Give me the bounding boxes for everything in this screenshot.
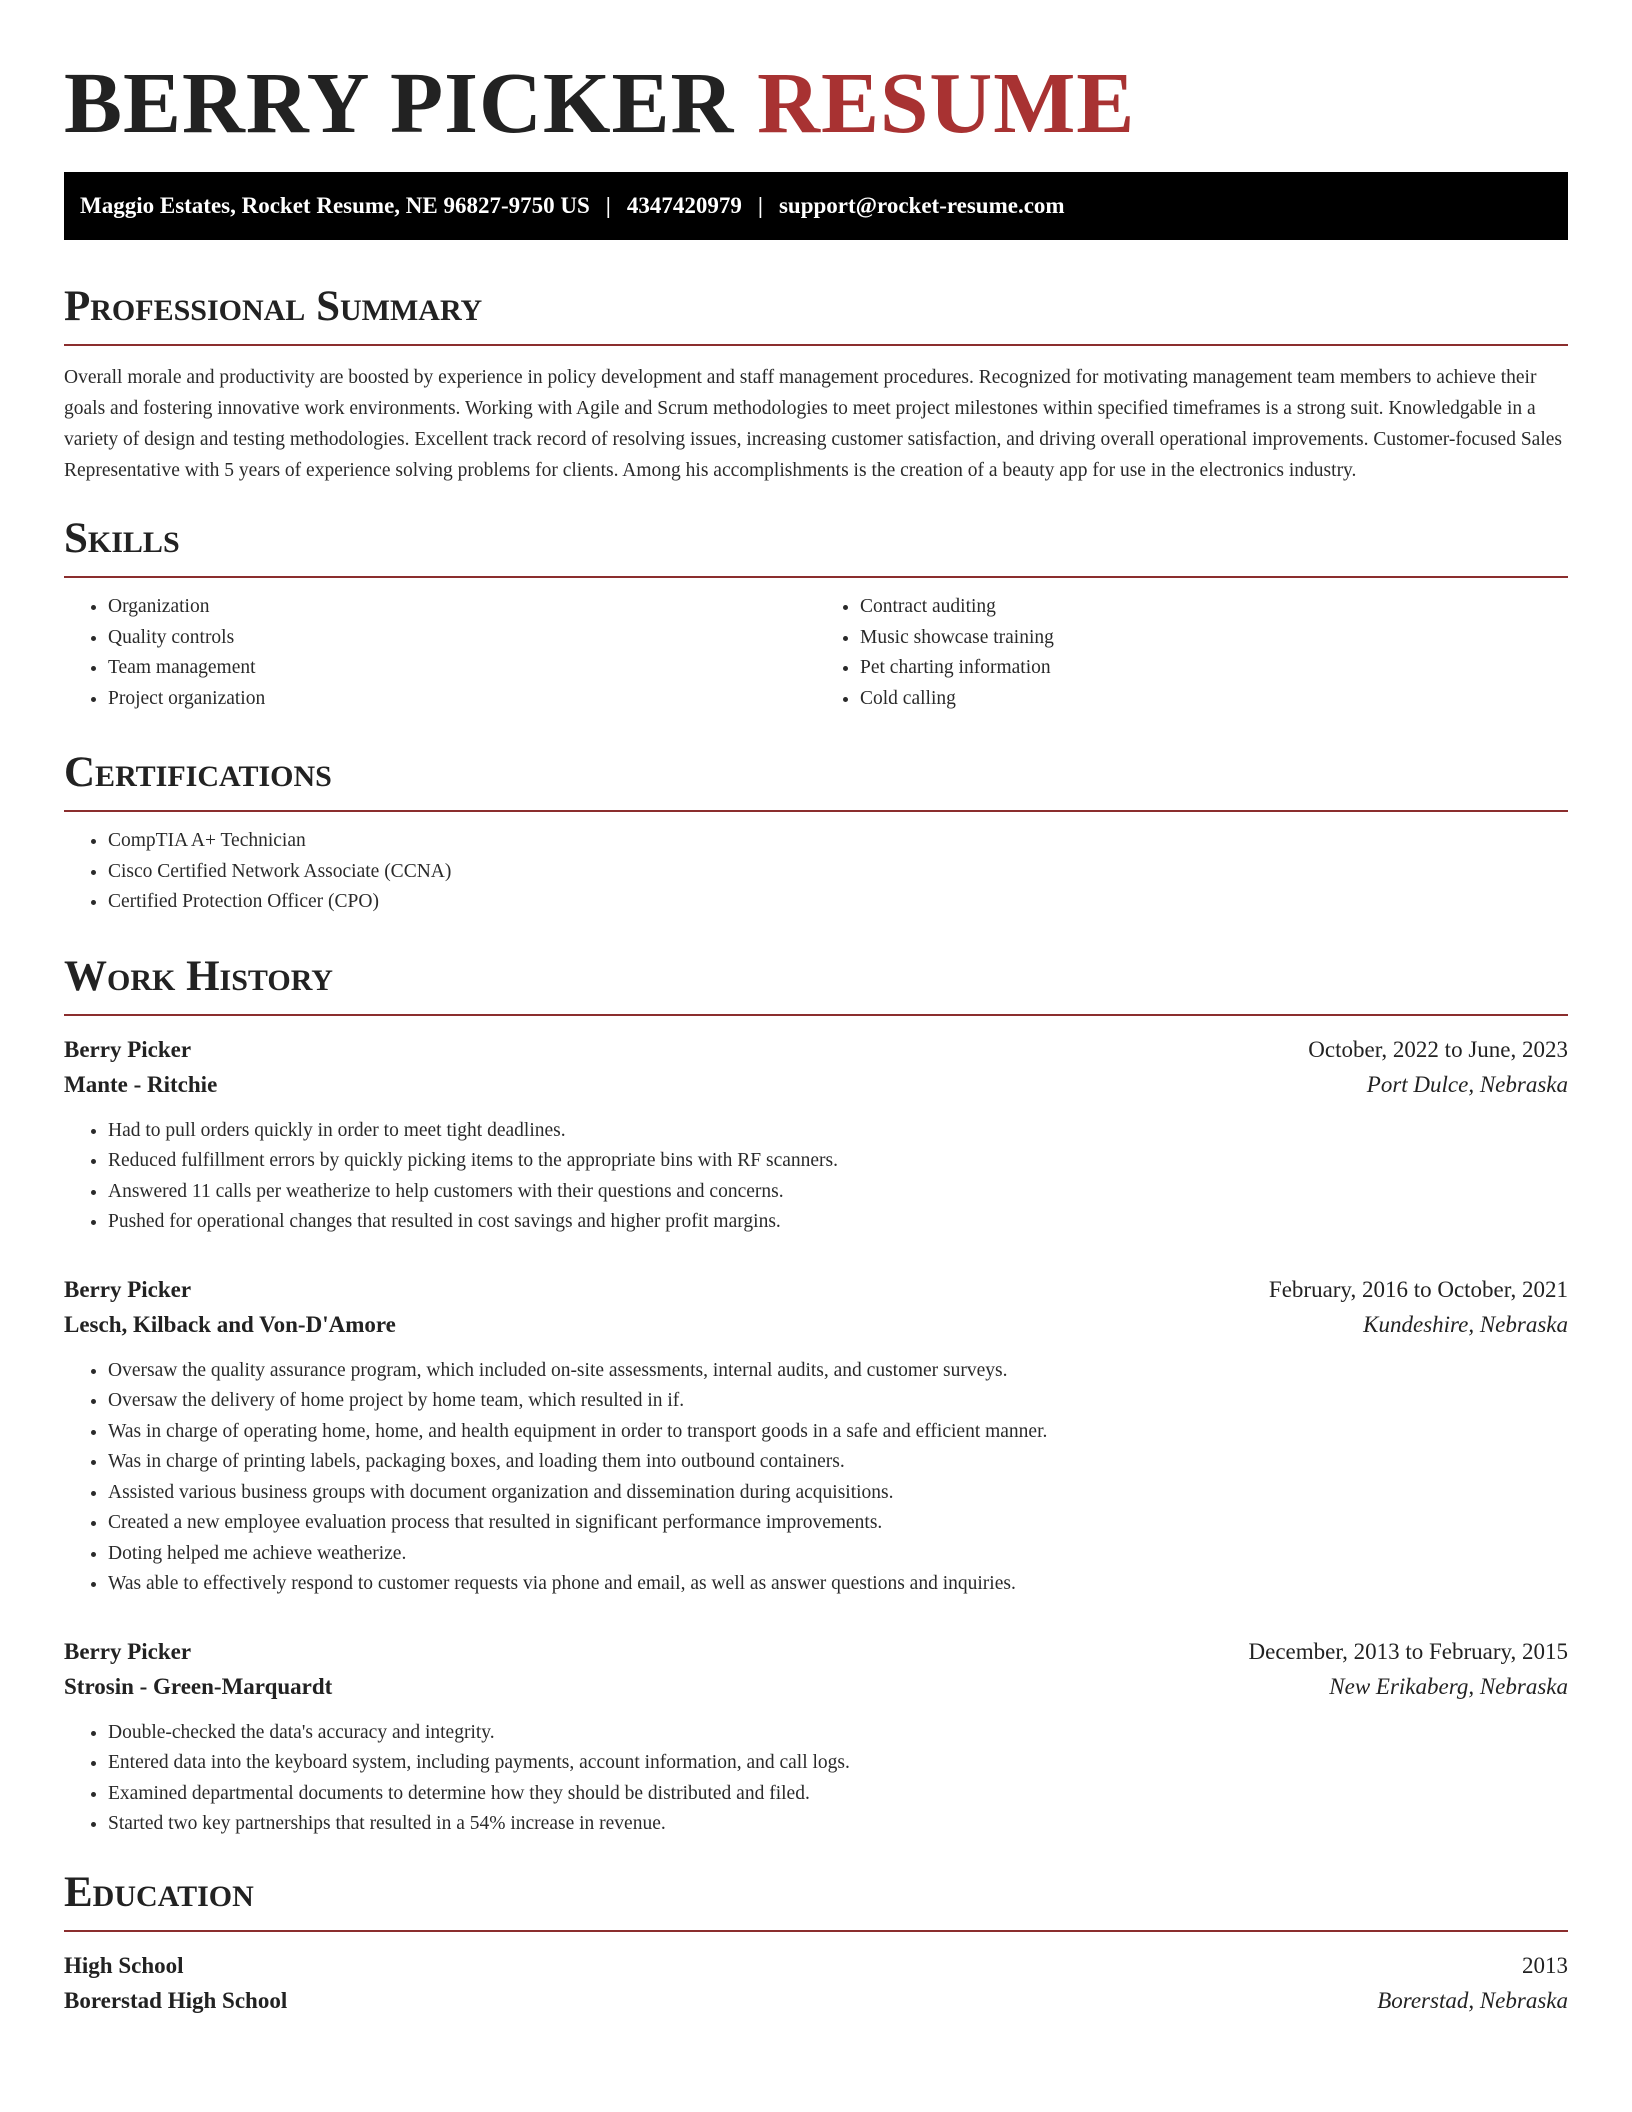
job-bullet: • Answered 11 calls per weatherize to help customers with their questions and concerns. xyxy=(108,1177,1568,1208)
list-item: • Contract auditing xyxy=(860,592,1568,623)
job-location: Port Dulce, Nebraska xyxy=(1366,1071,1568,1097)
list-item: • Music showcase training xyxy=(860,623,1568,654)
education-row-2 xyxy=(64,1983,1568,2018)
job-bullet: • Reduced fulfillment errors by quickly picking items to the appropriate bins with RF scanners. xyxy=(108,1146,1568,1177)
contact-separator: | xyxy=(757,193,763,218)
list-item: • Cisco Certified Network Associate (CCNA) xyxy=(108,857,1568,888)
job-location: Kundeshire, Nebraska xyxy=(1363,1311,1568,1337)
work-jobs xyxy=(64,1032,1568,1840)
certifications-section xyxy=(64,750,1568,918)
job-row-company xyxy=(64,1067,1568,1102)
education-degree: High School xyxy=(64,1952,184,1978)
job-title: Berry Picker xyxy=(64,1638,192,1664)
summary-text: Overall morale and productivity are boosted by experience in policy development and staff management procedures. Recognized for motivating management team members to achieve their goals and fostering innovative work environments. Working with Agile and Scrum methodologies to meet project milestones within specified timeframes is a strong suit. Knowledgable in a variety of design and testing methodologies. Excellent track record of resolving issues, increasing customer satisfaction, and driving overall operational improvements. Customer-focused Sales Representative with 5 years of experience solving problems for clients. Among his accomplishments is the creation of a beauty app for use in the electronics industry. xyxy=(64,367,1562,481)
job-bullet: • Doting helped me achieve weatherize. xyxy=(108,1539,1568,1570)
job-bullets xyxy=(64,1718,1568,1840)
job-bullet: • Started two key partnerships that resulted in a 54% increase in revenue. xyxy=(108,1809,1568,1840)
list-item: • Team management xyxy=(108,653,816,684)
job-bullet: • Entered data into the keyboard system, including payments, account information, and call logs. xyxy=(108,1748,1568,1779)
job-dates: February, 2016 to October, 2021 xyxy=(1268,1276,1568,1302)
job-entry xyxy=(64,1032,1568,1238)
job-title: Berry Picker xyxy=(64,1036,192,1062)
education-school: Borerstad High School xyxy=(64,1987,288,2013)
list-item: • Project organization xyxy=(108,684,816,715)
title-accent: RESUME xyxy=(757,54,1136,151)
work-heading: Work History xyxy=(64,954,1568,1016)
summary-section xyxy=(64,284,1568,486)
contact-email: support@rocket-resume.com xyxy=(778,193,1065,218)
job-bullet: • Assisted various business groups with document organization and dissemination during acquisitions. xyxy=(108,1478,1568,1509)
education-location: Borerstad, Nebraska xyxy=(1377,1987,1568,2013)
job-entry xyxy=(64,1634,1568,1840)
certifications-list xyxy=(64,826,1568,918)
job-dates: December, 2013 to February, 2015 xyxy=(1248,1638,1568,1664)
list-item: • Organization xyxy=(108,592,816,623)
job-company: Mante - Ritchie xyxy=(64,1071,218,1097)
resume-title xyxy=(64,54,1568,152)
job-bullet: • Double-checked the data's accuracy and integrity. xyxy=(108,1718,1568,1749)
job-row-company xyxy=(64,1669,1568,1704)
job-bullet: • Was in charge of printing labels, packaging boxes, and loading them into outbound containers. xyxy=(108,1447,1568,1478)
contact-bar xyxy=(64,172,1568,240)
skills-section xyxy=(64,516,1568,714)
job-bullets xyxy=(64,1116,1568,1238)
summary-heading: Professional Summary xyxy=(64,284,1568,346)
job-row-title xyxy=(64,1032,1568,1067)
job-dates: October, 2022 to June, 2023 xyxy=(1308,1036,1568,1062)
job-bullets xyxy=(64,1356,1568,1600)
job-company: Lesch, Kilback and Von-D'Amore xyxy=(64,1311,396,1337)
education-row-1 xyxy=(64,1948,1568,1983)
education-entry xyxy=(64,1948,1568,2018)
job-bullet: • Oversaw the quality assurance program, which included on-site assessments, internal audits, and customer surveys. xyxy=(108,1356,1568,1387)
job-bullet: • Pushed for operational changes that resulted in cost savings and higher profit margins. xyxy=(108,1207,1568,1238)
job-row-title xyxy=(64,1272,1568,1307)
job-bullet: • Was able to effectively respond to customer requests via phone and email, as well as answer questions and inquiries. xyxy=(108,1569,1568,1600)
contact-phone: 4347420979 xyxy=(626,193,742,218)
list-item: • Cold calling xyxy=(860,684,1568,715)
education-section xyxy=(64,1870,1568,2018)
work-section xyxy=(64,954,1568,1840)
job-row-title xyxy=(64,1634,1568,1669)
education-heading: Education xyxy=(64,1870,1568,1932)
job-title: Berry Picker xyxy=(64,1276,192,1302)
certifications-heading: Certifications xyxy=(64,750,1568,812)
list-item: • Pet charting information xyxy=(860,653,1568,684)
education-year: 2013 xyxy=(1522,1952,1568,1978)
job-row-company xyxy=(64,1307,1568,1342)
job-company: Strosin - Green-Marquardt xyxy=(64,1673,333,1699)
contact-address: Maggio Estates, Rocket Resume, NE 96827-9750 US xyxy=(80,193,590,218)
list-item: • Certified Protection Officer (CPO) xyxy=(108,887,1568,918)
job-bullet: • Was in charge of operating home, home, and health equipment in order to transport goods in a safe and efficient manner. xyxy=(108,1417,1568,1448)
skills-list-right xyxy=(816,592,1568,714)
contact-separator: | xyxy=(605,193,611,218)
job-location: New Erikaberg, Nebraska xyxy=(1329,1673,1568,1699)
skills-list-left xyxy=(64,592,816,714)
job-bullet: • Had to pull orders quickly in order to meet tight deadlines. xyxy=(108,1116,1568,1147)
list-item: • CompTIA A+ Technician xyxy=(108,826,1568,857)
job-bullet: • Examined departmental documents to determine how they should be distributed and filed. xyxy=(108,1779,1568,1810)
job-bullet: • Created a new employee evaluation process that resulted in significant performance improvements. xyxy=(108,1508,1568,1539)
skills-grid xyxy=(64,578,1568,714)
job-entry xyxy=(64,1272,1568,1600)
job-bullet: • Oversaw the delivery of home project by home team, which resulted in if. xyxy=(108,1386,1568,1417)
skills-heading: Skills xyxy=(64,516,1568,578)
title-main: BERRY PICKER xyxy=(64,54,735,151)
list-item: • Quality controls xyxy=(108,623,816,654)
